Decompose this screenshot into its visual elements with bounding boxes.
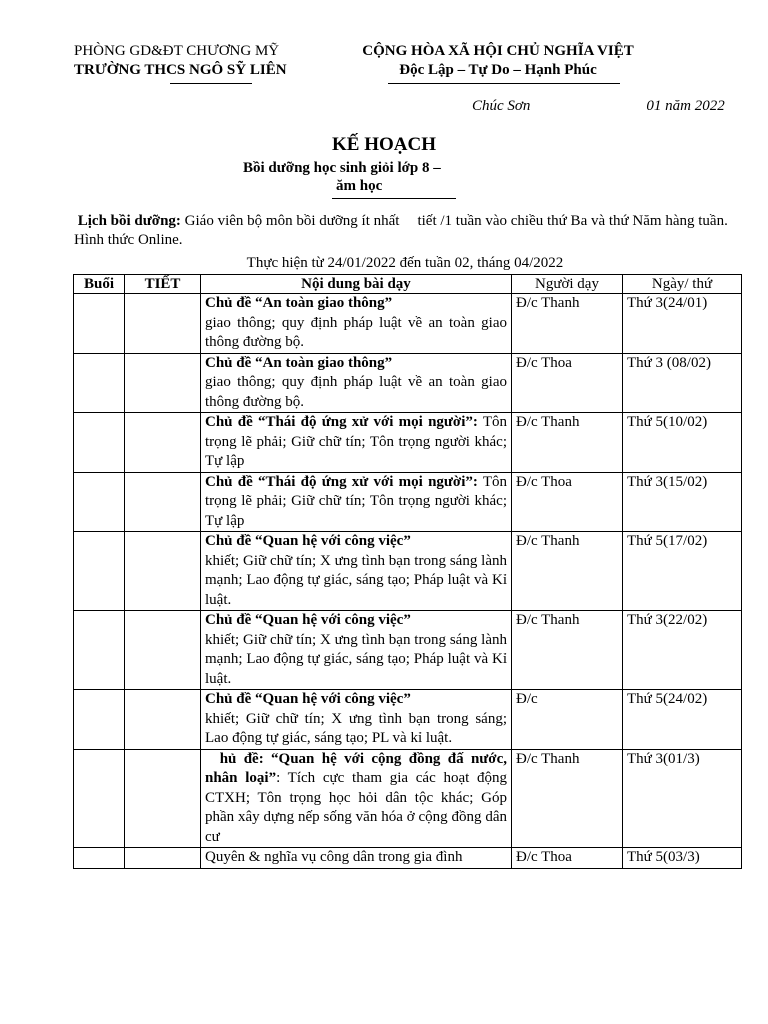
republic-name: CỘNG HÒA XÃ HỘI CHỦ NGHĨA VIỆT [362,43,634,59]
period-cell [125,848,201,869]
table-row [74,353,742,413]
topic-body: giao thông; quy định pháp luật về an toàn giao thông đường bộ. [205,374,507,410]
table-row [74,848,742,869]
topic-body: khiết; Giữ chữ tín; X ưng tình bạn trong sáng lành mạnh; Lao động tự giác, sáng tạo; Pháp luật và Kỉ luật. [205,631,507,687]
date-cell: Thứ 3(01/3) [623,749,742,848]
topic-title: Chủ đề “Thái độ ứng xử với mọi người”: [205,473,478,490]
place-date-line [472,98,725,115]
content-cell [201,749,512,848]
date-cell: Thứ 3 (08/02) [623,353,742,413]
topic-title: Chủ đề “Thái độ ứng xử với mọi người”: [205,414,478,430]
topic-body: Tôn trọng lẽ phải; Giữ chữ tín; Tôn trọng người khác; Tự lập [205,473,507,529]
date-cell: Thứ 3(22/02) [623,611,742,690]
topic-title: hủ đề: “Quan hệ với cộng đồng đấ nước, nhân loại” [205,750,508,786]
content-cell [201,294,512,354]
teacher-cell: Đ/c Thanh [512,294,623,354]
national-motto [345,42,651,80]
date: 01 năm 2022 [646,98,725,114]
teacher-cell: Đ/c Thanh [512,611,623,690]
session-cell [74,611,125,690]
table-row [74,690,742,750]
topic-body: giao thông; quy định pháp luật về an toàn giao thông đường bộ. [205,314,507,350]
topic-title: Chủ đề “Quan hệ với công việc” [205,691,411,707]
session-cell [74,848,125,869]
schedule-label: Lịch bồi dưỡng: [77,213,181,229]
content-cell [201,611,512,690]
table-header-row [74,275,742,294]
table-row [74,749,742,848]
date-cell: Thứ 3(24/01) [623,294,742,354]
content-cell [201,532,512,611]
header-period: TIẾT [125,275,201,294]
topic-body: khiết; Giữ chữ tín; X ưng tình bạn trong sáng; Lao động tự giác, sáng tạo; PL và kỉ luật. [205,710,507,746]
school-name: TRƯỜNG THCS NGÔ SỸ LIÊN [74,62,287,78]
date-cell: Thứ 3(15/02) [623,472,742,532]
topic-body: Quyên & nghĩa vụ công dân trong gia đình [205,849,463,865]
period-cell [125,294,201,354]
content-cell [201,472,512,532]
document-subtitle: Bồi dưỡng học sinh giỏi lớp 8 – [243,160,441,176]
teacher-cell: Đ/c Thanh [512,532,623,611]
motto-underline [388,83,620,84]
table-row [74,413,742,473]
teacher-cell: Đ/c Thoa [512,472,623,532]
topic-body: khiết; Giữ chữ tín; X ưng tình bạn trong sáng lành mạnh; Lao động tự giác, sáng tạo; Pháp luật và Kỉ luật. [205,552,507,608]
school-year: ăm học [336,178,383,194]
period-cell [125,413,201,473]
teacher-cell: Đ/c Thanh [512,749,623,848]
teacher-cell: Đ/c Thanh [512,413,623,473]
content-cell [201,413,512,473]
period-line: Thực hiện từ 24/01/2022 đến tuần 02, tháng 04/2022 [246,255,564,271]
topic-body: Tôn trọng lẽ phải; Giữ chữ tín; Tôn trọng người khác; Tự lập [205,414,507,469]
teacher-cell: Đ/c Thoa [512,353,623,413]
period-cell [125,611,201,690]
session-cell [74,749,125,848]
session-cell [74,472,125,532]
session-cell [74,413,125,473]
date-cell: Thứ 5(03/3) [623,848,742,869]
content-cell [201,353,512,413]
teacher-cell: Đ/c [512,690,623,750]
header-teacher: Người dạy [512,275,623,294]
period-cell [125,472,201,532]
schedule-text-b: tiết /1 tuần vào chiều thứ Ba và thứ Năm hàng tuần. Hình thức Online. [74,213,728,248]
topic-title: Chủ đề “Quan hệ với công việc” [205,533,411,549]
table-row [74,611,742,690]
period-cell [125,749,201,848]
period-cell [125,532,201,611]
subtitle-underline [332,198,456,199]
session-cell [74,532,125,611]
header-content: Nội dung bài dạy [201,275,512,294]
session-cell [74,353,125,413]
place: Chúc Sơn [472,98,531,114]
content-cell [201,690,512,750]
document-title: KẾ HOẠCH [332,134,436,155]
table-row [74,294,742,354]
schedule-paragraph [74,212,754,250]
header-date: Ngày/ thứ [623,275,742,294]
table-row [74,532,742,611]
table-row [74,472,742,532]
session-cell [74,690,125,750]
office-name: PHÒNG GD&ĐT CHƯƠNG MỸ [74,43,280,59]
teacher-cell: Đ/c Thoa [512,848,623,869]
header-session: Buổi [74,275,125,294]
date-cell: Thứ 5(17/02) [623,532,742,611]
period-cell [125,353,201,413]
topic-title: Chủ đề “An toàn giao thông” [205,295,393,311]
school-underline [170,83,252,84]
lesson-plan-table [73,274,742,869]
date-cell: Thứ 5(24/02) [623,690,742,750]
topic-title: Chủ đề “An toàn giao thông” [205,354,393,371]
date-cell: Thứ 5(10/02) [623,413,742,473]
schedule-text-a: Giáo viên bộ môn bồi dưỡng ít nhất [180,213,400,229]
period-cell [125,690,201,750]
topic-title: Chủ đề “Quan hệ với công việc” [205,612,411,628]
topic-body: : Tích cực tham gia các hoạt động CTXH; Tôn trọng học hỏi dân tộc khác; Góp phần xây dựng nếp sống văn hóa ở cộng đồng dân cư [205,770,507,845]
content-cell [201,848,512,869]
session-cell [74,294,125,354]
motto-line: Độc Lập – Tự Do – Hạnh Phúc [399,62,597,78]
issuing-office [74,42,287,80]
